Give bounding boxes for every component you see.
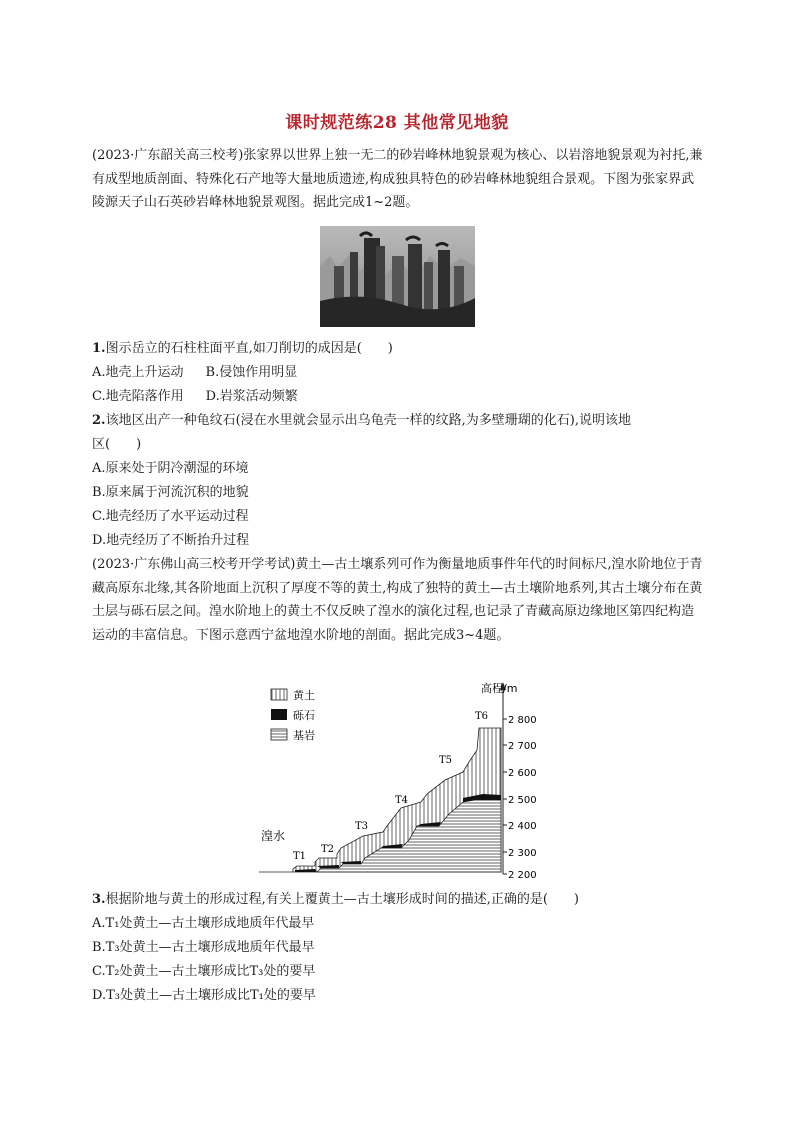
tick-2700: 2 700 [508, 741, 537, 752]
figure-legend [271, 688, 315, 742]
terrace-profile-figure [255, 676, 555, 886]
q1-option-b[interactable]: B.侵蚀作用明显 [205, 365, 298, 380]
terrace-label-t4: T4 [395, 795, 409, 806]
terrace-label-t3: T3 [355, 821, 369, 832]
axis-ticks [503, 715, 537, 881]
terrace-label-t6: T6 [475, 711, 489, 722]
question-3-number: 3. [92, 892, 106, 907]
q1-option-c[interactable]: C.地壳陷落作用 [92, 389, 184, 404]
legend-swatch-gravel [271, 709, 287, 720]
sandstone-peak-forest-photo [320, 226, 475, 327]
question-1-number: 1. [92, 341, 106, 356]
q2-option-d[interactable]: D.地壳经历了不断抬升过程 [92, 533, 250, 548]
tick-2400: 2 400 [508, 821, 537, 832]
terrace-label-t2: T2 [321, 844, 335, 855]
q3-option-c[interactable]: C.T₂处黄土—古土壤形成比T₃处的要早 [92, 964, 316, 979]
q1-option-a[interactable]: A.地壳上升运动 [92, 365, 184, 380]
legend-label-gravel: 砾石 [293, 709, 315, 722]
axis-title: 高程/m [481, 682, 518, 695]
question-2-number: 2. [92, 413, 106, 428]
question-1-options-row-1 [92, 363, 297, 383]
tick-2800: 2 800 [508, 715, 537, 726]
legend-swatch-bedrock [271, 729, 287, 740]
q2-option-b[interactable]: B.原来属于河流沉积的地貌 [92, 485, 249, 500]
river-label: 湟水 [261, 829, 286, 843]
q2-option-c[interactable]: C.地壳经历了水平运动过程 [92, 509, 249, 524]
question-3-text: 根据阶地与黄土的形成过程,有关上覆黄土—古土壤形成时间的描述,正确的是( ) [105, 892, 579, 907]
tick-2200: 2 200 [508, 870, 537, 881]
legend-label-bedrock: 基岩 [293, 729, 315, 742]
intro-paragraph-1: (2023·广东韶关高三校考)张家界以世界上独一无二的砂岩峰林地貌景观为核心、以岩溶地貌景观为衬托,兼有成型地质剖面、特殊化石产地等大量地质遗迹,构成独具特色的砂岩峰林地貌组合景观。下图为张家界武陵源天子山石英砂岩峰林地貌景观图。据此完成1~2题。 [92, 148, 703, 210]
peak-forest-illustration [320, 226, 475, 327]
intro-paragraph-2: (2023·广东佛山高三校考开学考试)黄土—古土壤系列可作为衡量地质事件年代的时间标尺,湟水阶地位于青藏高原东北缘,其各阶地面上沉积了厚度不等的黄土,构成了独特的黄土—古土壤阶地系列,其古土壤分布在黄土层与砾石层之间。湟水阶地上的黄土不仅反映了湟水的演化过程,也记录了青藏高原边缘地区第四纪构造运动的丰富信息。下图示意西宁盆地湟水阶地的剖面。据此完成3~4题。 [92, 557, 703, 643]
question-2-stem [92, 411, 631, 431]
question-2-text-line-1: 该地区出产一种龟纹石(浸在水里就会显示出乌龟壳一样的纹路,为多壁珊瑚的化石),说明该地 [105, 413, 631, 428]
tick-2300: 2 300 [508, 848, 537, 859]
q3-option-b[interactable]: B.T₃处黄土—古土壤形成地质年代最早 [92, 940, 315, 955]
tick-2500: 2 500 [508, 795, 537, 806]
q3-option-a[interactable]: A.T₁处黄土—古土壤形成地质年代最早 [92, 916, 315, 931]
tick-2600: 2 600 [508, 768, 537, 779]
question-3-stem [92, 890, 579, 910]
q1-option-d[interactable]: D.岩浆活动频繁 [205, 389, 298, 404]
terrace-label-t1: T1 [293, 851, 307, 862]
q2-option-a[interactable]: A.原来处于阴冷潮湿的环境 [92, 461, 249, 476]
question-1-stem [92, 339, 393, 359]
question-1-options-row-2 [92, 387, 298, 407]
page-title: 课时规范练28 其他常见地貌 [285, 113, 509, 133]
legend-label-loess: 黄土 [293, 689, 315, 702]
legend-swatch-loess [271, 689, 287, 700]
question-2-stem-line-2: 区( ) [92, 437, 142, 452]
q3-option-d[interactable]: D.T₃处黄土—古土壤形成比T₁处的要早 [92, 988, 316, 1003]
question-1-text: 图示岳立的石柱柱面平直,如刀削切的成因是( ) [105, 341, 393, 356]
terrace-label-t5: T5 [439, 755, 453, 766]
